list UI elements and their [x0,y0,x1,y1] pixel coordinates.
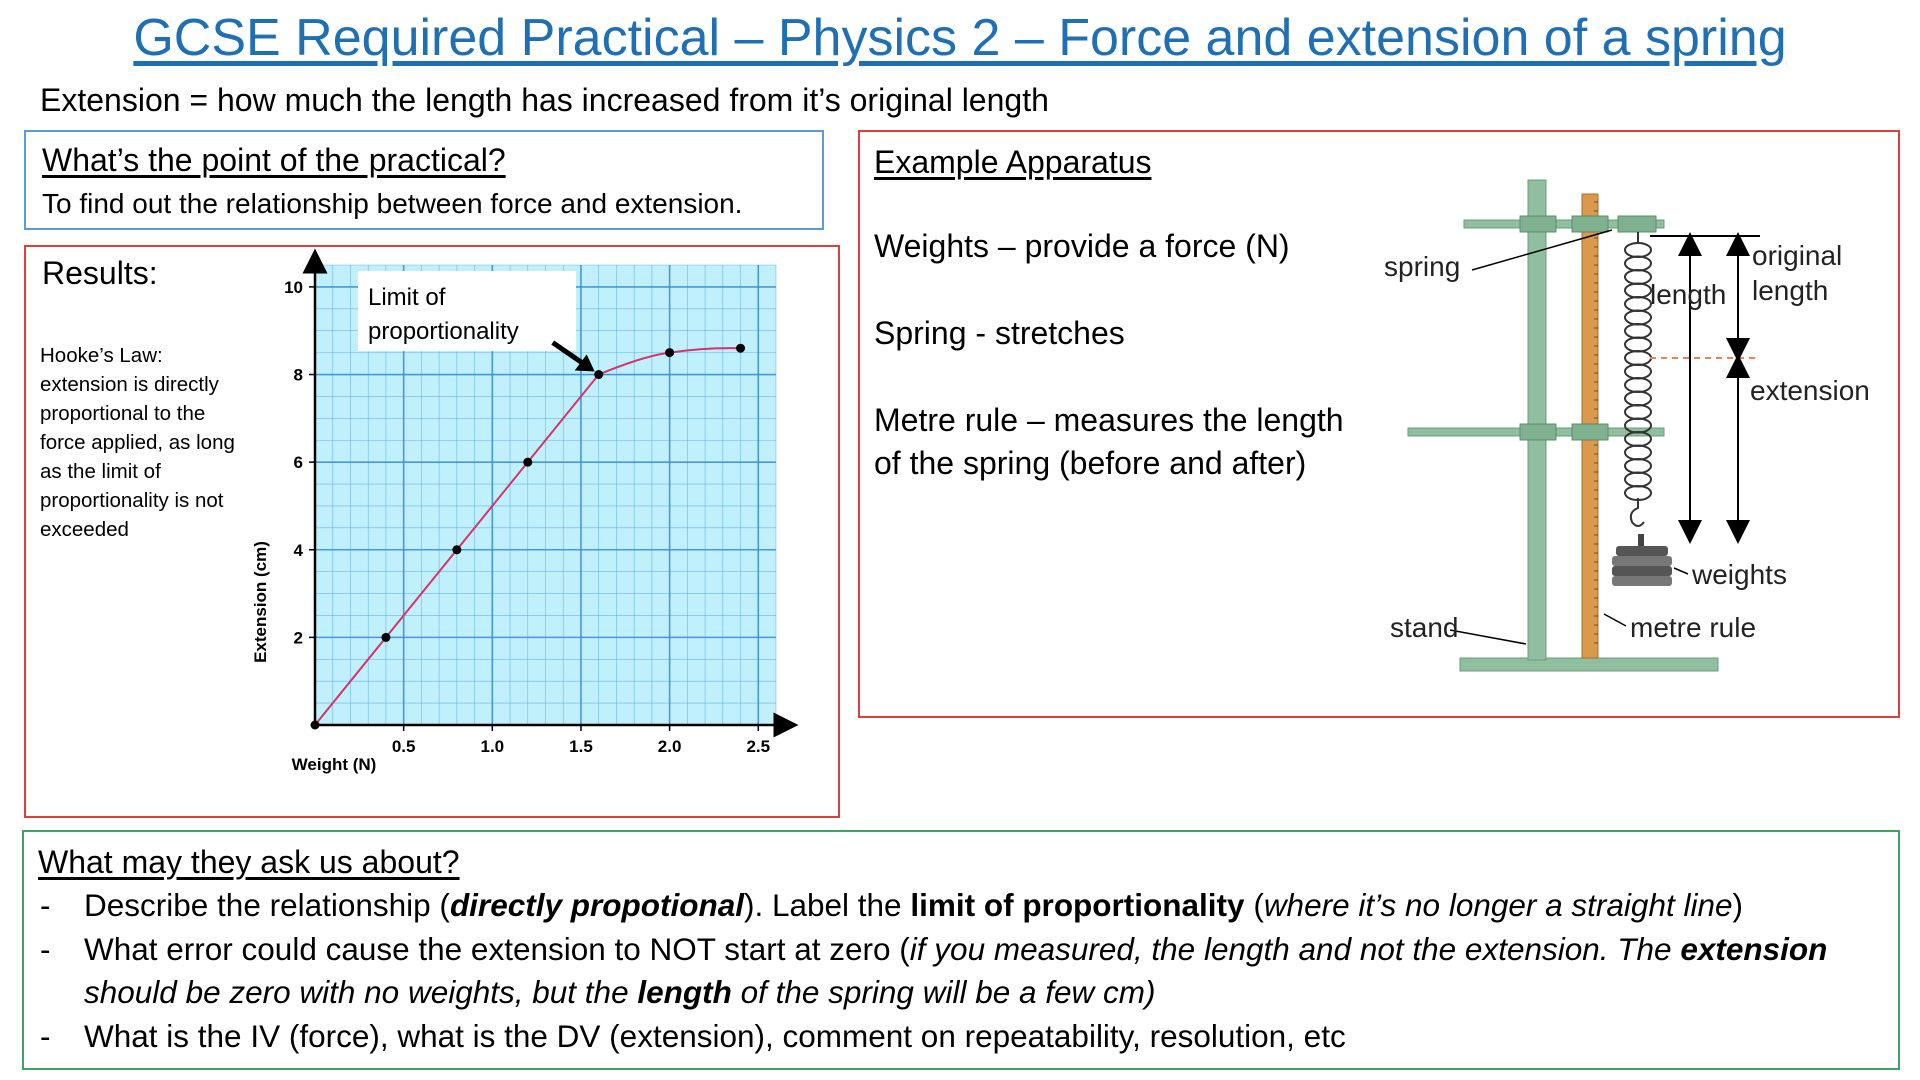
results-box [24,245,840,818]
spring-coil-loop [1625,486,1651,500]
page-title: GCSE Required Practical – Physics 2 – Force and extension of a spring [133,9,1787,67]
data-point [736,344,745,353]
spring-coil-loop [1625,257,1651,271]
top-clamp-block-rule [1572,216,1608,232]
annotation-text-line1: Limit of [368,284,446,311]
point-box [24,130,824,230]
ask-item-2 [32,928,1882,1015]
ask-item-1 [32,884,1882,928]
spring-coil-loop [1625,297,1651,311]
spring-holder [1618,216,1656,232]
label-original-1: original [1752,240,1843,271]
spring-coil [1625,232,1651,500]
ask-1-b: directly propotional [449,887,744,923]
x-axis-label: Weight (N) [291,755,377,774]
data-point [523,458,532,467]
label-length: length [1650,279,1727,310]
spring-coil-loop [1625,284,1651,298]
ask-2-e: length [637,974,732,1010]
y-tick-label: 10 [284,277,303,297]
label-stand: stand [1390,612,1459,643]
ask-2-a: What error could cause the extension to NOT start at zero ( [84,930,910,967]
ask-1-a: Describe the relationship ( [84,887,450,923]
spring-coil-loop [1625,338,1651,352]
x-tick-label: 1.5 [569,737,593,756]
label-metre-rule: metre rule [1630,612,1757,643]
y-axis-label: Extension (cm) [251,541,270,663]
label-weights: weights [1692,559,1787,590]
ask-1-e: ( [1244,887,1264,923]
weights-stack [1612,534,1672,586]
spring-coil-loop [1625,270,1651,284]
ask-2-c: extension [1680,930,1828,967]
apparatus-rule-text-2: of the spring (before and after) [874,445,1307,481]
lower-clamp-block-rule [1572,424,1608,440]
x-tick-label: 2.0 [657,737,682,756]
ask-1-d: limit of proportionality [910,887,1245,923]
ask-2-f: of the spring will be a few cm) [731,974,1156,1010]
spring-coil-loop [1625,405,1651,419]
data-point [594,370,603,379]
ask-1-f: where it’s no longer a straight line [1263,887,1733,923]
ask-item-3 [32,1015,1882,1059]
apparatus-spring-text: Spring - stretches [874,315,1125,351]
point-heading: What’s the point of the practical? [42,142,506,178]
spring-coil-loop [1625,473,1651,487]
ask-1-c: ). Label the [743,887,911,923]
stand-base [1460,658,1718,671]
spring-coil-loop [1625,311,1651,325]
label-original-2: length [1752,275,1829,306]
data-point [311,721,320,730]
data-point [665,348,674,357]
stand-leader [1450,630,1526,644]
apparatus-box [858,130,1900,718]
x-tick-label: 1.0 [480,737,505,756]
label-spring: spring [1384,251,1461,282]
spring-coil-loop [1625,378,1651,392]
weights-leader [1674,568,1688,574]
apparatus-rule-text-1: Metre rule – measures the length [874,402,1344,438]
results-chart [26,247,838,816]
annotation-text-line2: proportionality [368,318,519,345]
hookes-law-text: Hooke’s Law: extension is directly proportional to the force applied, as long as the limit of proportionality is not exceeded [40,344,235,541]
ask-heading: What may they ask us about? [38,844,460,880]
ask-2-b: if you measured, the length and not the extension. The [909,930,1681,967]
top-clamp-block [1520,216,1556,232]
ask-list [32,884,1882,1058]
spring-coil-loop [1625,243,1651,257]
spring-coil-loop [1625,351,1651,365]
extension-definition: Extension = how much the length has increased from it’s original length [40,82,1049,118]
x-tick-label: 0.5 [391,737,416,756]
y-tick-label: 4 [293,540,303,560]
ask-box [22,830,1900,1070]
y-tick-label: 2 [293,628,303,648]
spring-coil-loop [1625,365,1651,379]
point-text: To find out the relationship between force and extension. [42,188,743,219]
apparatus-heading: Example Apparatus [874,144,1152,180]
data-point [381,633,390,642]
y-tick-label: 6 [293,453,303,473]
rule-leader [1604,614,1626,626]
apparatus-diagram [860,132,1898,716]
results-heading: Results: [42,255,158,291]
spring-coil-loop [1625,392,1651,406]
x-tick-label: 2.5 [746,737,771,756]
ask-3: What is the IV (force), what is the DV (extension), comment on repeatability, resolution, etc [84,1017,1346,1054]
label-extension: extension [1750,375,1870,406]
ask-1-g: ) [1732,887,1743,923]
spring-coil-loop [1625,324,1651,338]
ask-2-d: should be zero with no weights, but the [84,974,638,1010]
spring-coil-loop [1625,459,1651,473]
spring-coil-loop [1625,446,1651,460]
hook [1631,498,1644,526]
apparatus-weights-text: Weights – provide a force (N) [874,228,1290,264]
y-tick-label: 8 [293,365,303,385]
lower-clamp-block [1520,424,1556,440]
data-point [452,545,461,554]
